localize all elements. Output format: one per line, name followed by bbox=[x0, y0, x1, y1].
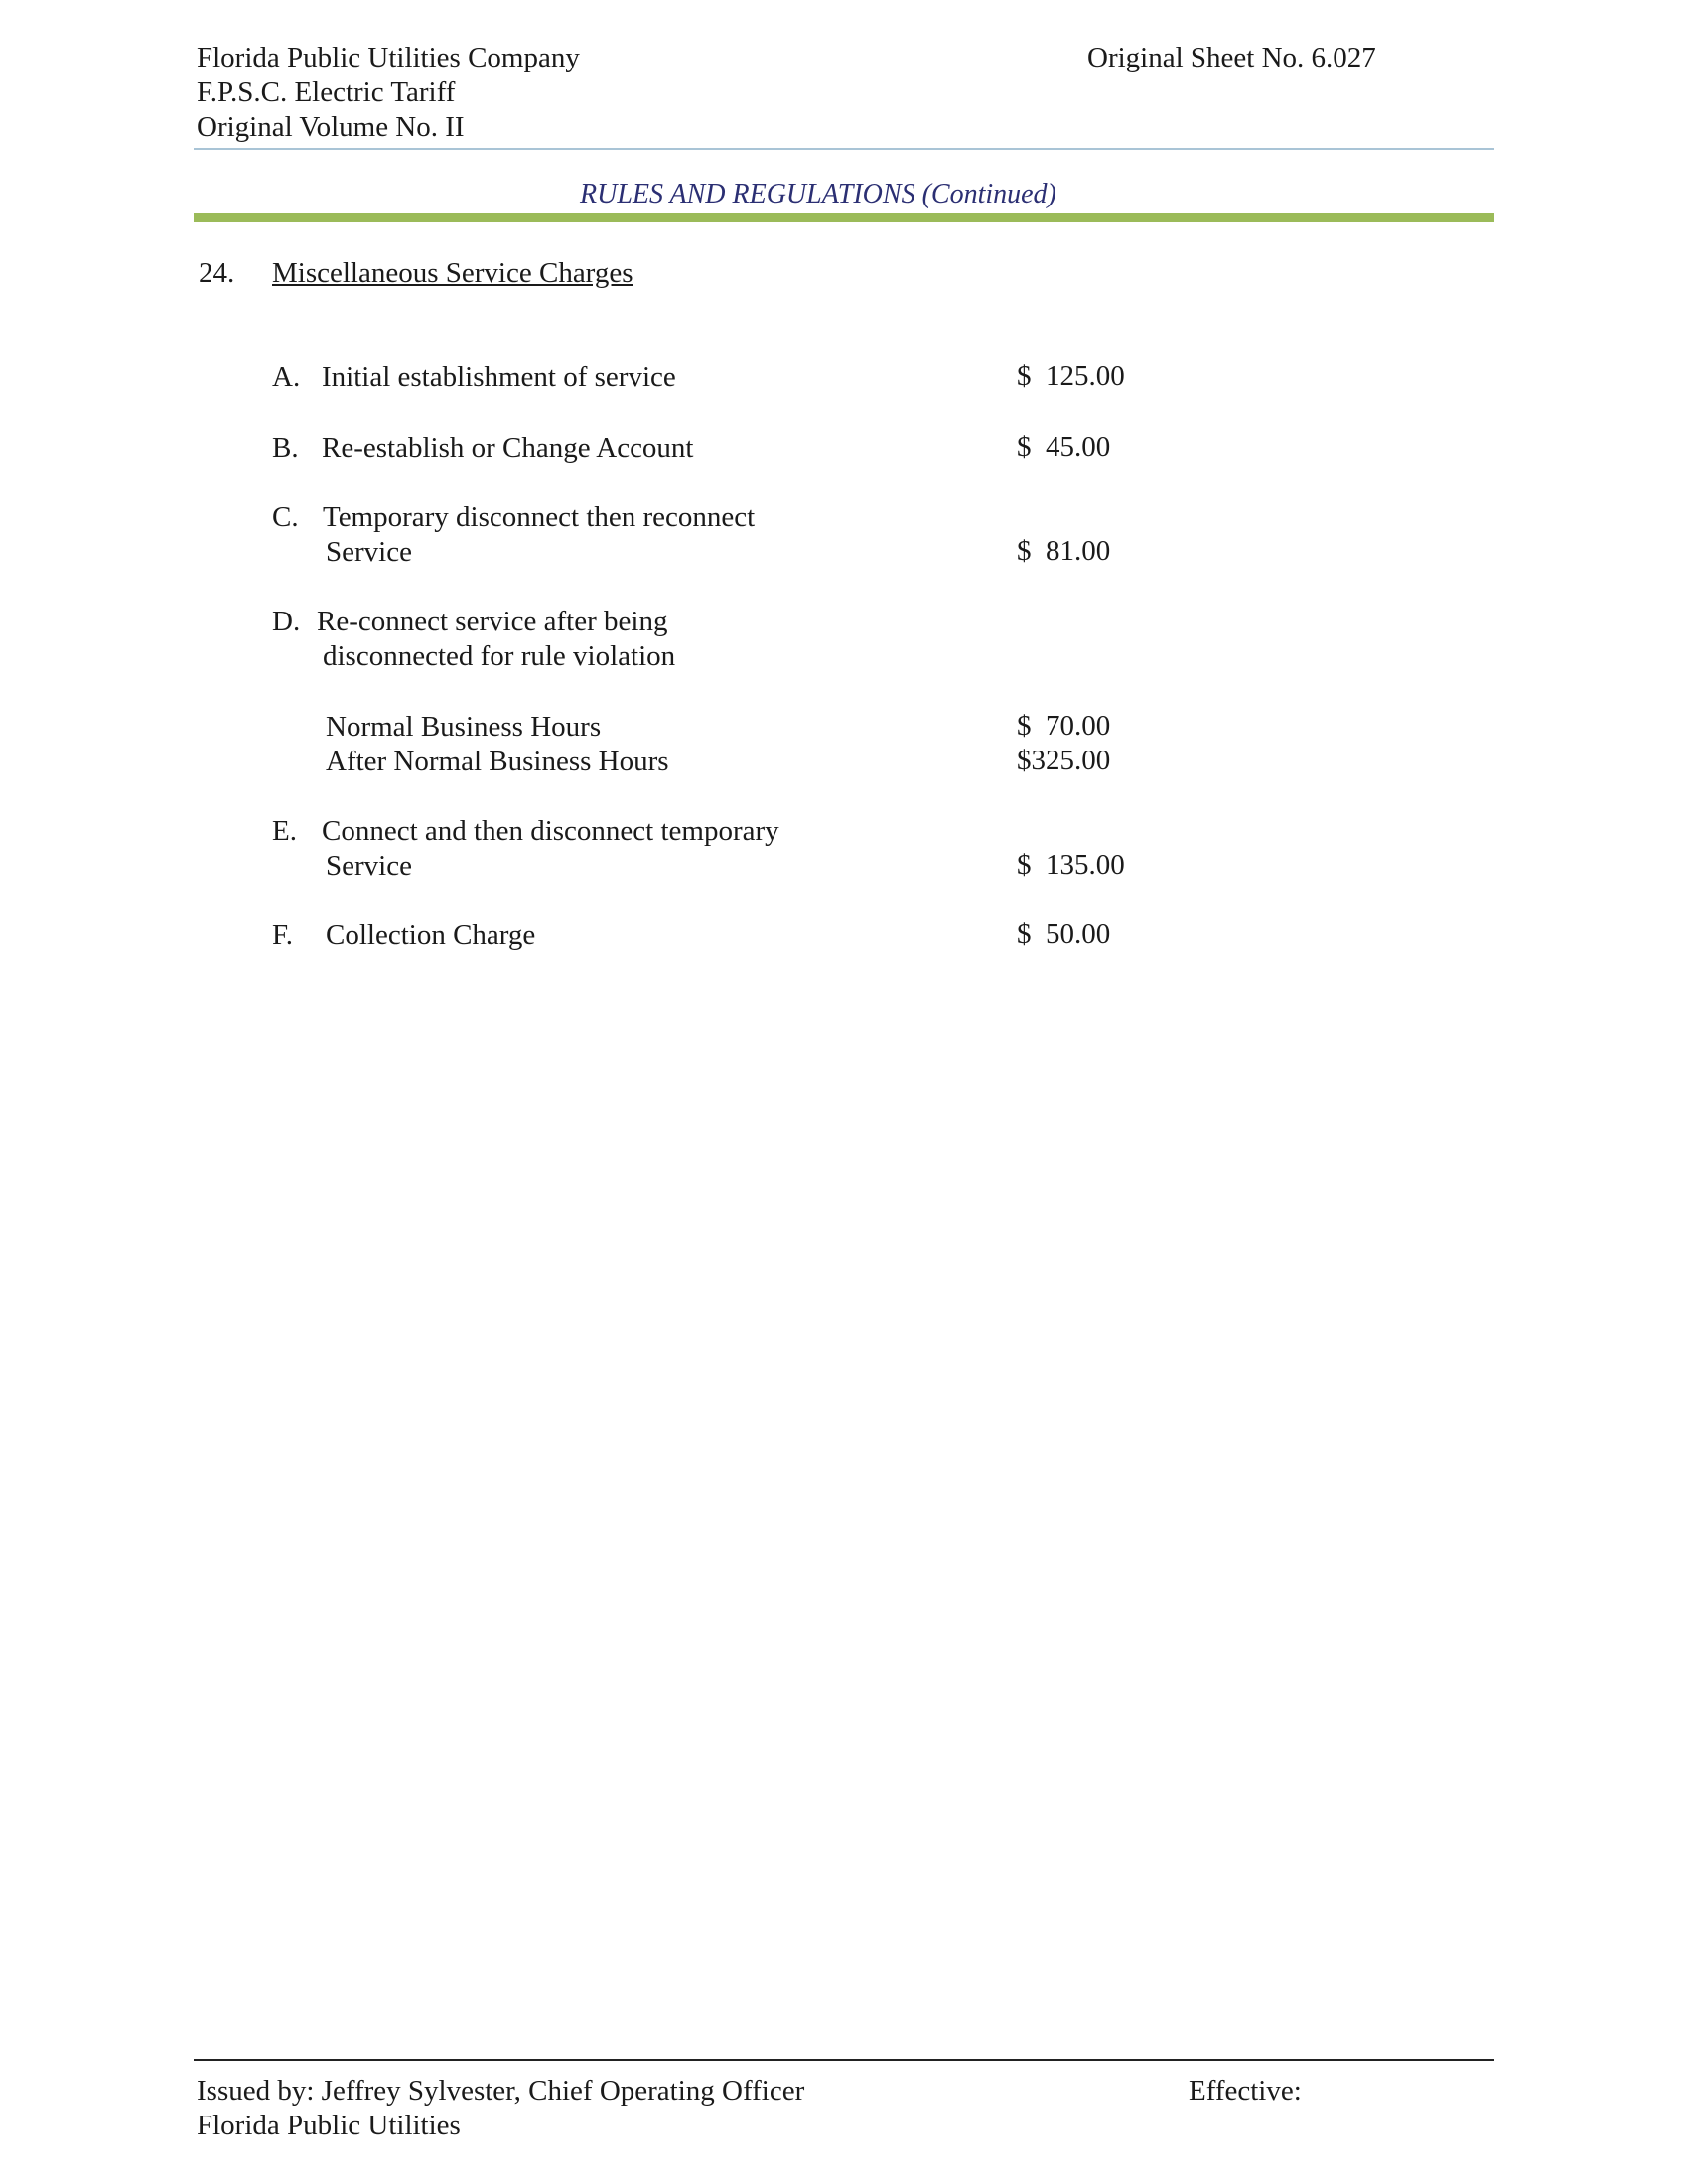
company-name: Florida Public Utilities Company bbox=[197, 42, 580, 73]
item-e-line2: Service bbox=[326, 850, 412, 882]
rule-title: Miscellaneous Service Charges bbox=[272, 257, 633, 289]
item-f-text: Collection Charge bbox=[326, 919, 536, 951]
footer-divider bbox=[194, 2059, 1494, 2061]
section-title: RULES AND REGULATIONS (Continued) bbox=[580, 179, 1056, 209]
item-d-letter: D. bbox=[272, 606, 301, 637]
rule-number: 24. bbox=[199, 257, 235, 289]
item-d-after-label: After Normal Business Hours bbox=[326, 746, 669, 777]
tariff-name: F.P.S.C. Electric Tariff bbox=[197, 76, 456, 108]
item-d-line1: Re-connect service after being bbox=[317, 606, 668, 637]
item-d-line2: disconnected for rule violation bbox=[323, 640, 676, 672]
item-a-text: Initial establishment of service bbox=[322, 361, 676, 393]
item-c-letter: C. bbox=[272, 501, 299, 533]
volume-label: Original Volume No. II bbox=[197, 111, 465, 143]
item-d-normal-amount: $ 70.00 bbox=[1017, 710, 1111, 742]
item-c-line1: Temporary disconnect then reconnect bbox=[323, 501, 756, 533]
item-f-letter: F. bbox=[272, 919, 294, 951]
effective-label: Effective: bbox=[1189, 2075, 1302, 2107]
item-a-letter: A. bbox=[272, 361, 301, 393]
item-f-amount: $ 50.00 bbox=[1017, 918, 1111, 950]
item-c-line2: Service bbox=[326, 536, 412, 568]
item-e-amount: $ 135.00 bbox=[1017, 849, 1125, 881]
item-e-line1: Connect and then disconnect temporary bbox=[322, 815, 779, 847]
footer-company: Florida Public Utilities bbox=[197, 2110, 461, 2141]
section-divider bbox=[194, 213, 1494, 222]
sheet-number: Original Sheet No. 6.027 bbox=[1087, 42, 1376, 73]
item-b-text: Re-establish or Change Account bbox=[322, 432, 694, 464]
item-e-letter: E. bbox=[272, 815, 297, 847]
header-divider bbox=[194, 148, 1494, 150]
item-a-amount: $ 125.00 bbox=[1017, 360, 1125, 392]
item-d-after-amount: $325.00 bbox=[1017, 745, 1111, 776]
item-d-normal-label: Normal Business Hours bbox=[326, 711, 602, 743]
item-b-amount: $ 45.00 bbox=[1017, 431, 1111, 463]
item-c-amount: $ 81.00 bbox=[1017, 535, 1111, 567]
issued-by: Issued by: Jeffrey Sylvester, Chief Operating Officer bbox=[197, 2075, 805, 2107]
item-b-letter: B. bbox=[272, 432, 299, 464]
